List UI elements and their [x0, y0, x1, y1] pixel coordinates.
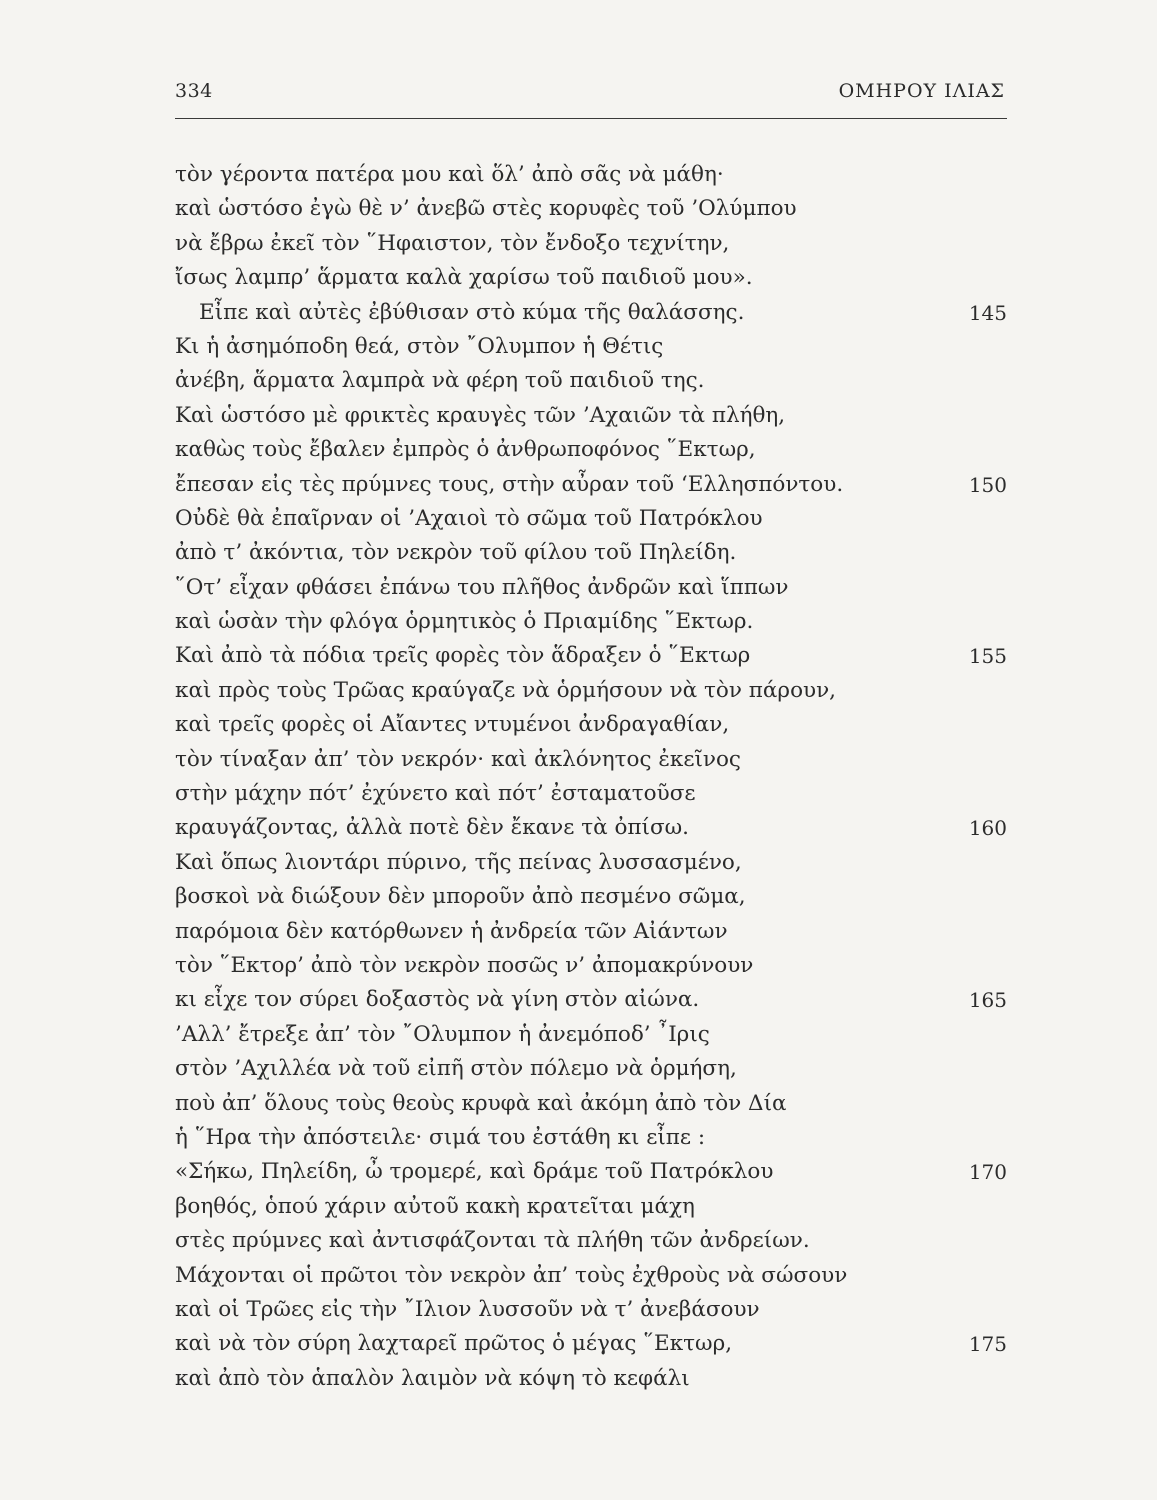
page-number: 334: [175, 80, 213, 102]
verse-text: καὶ ὡστόσο ἐγὼ θὲ ν’ ἀνεβῶ στὲς κορυφὲς τοῦ ’Ολύμπου: [175, 196, 797, 222]
verse-text: βοσκοὶ νὰ διώξουν δὲν μποροῦν ἀπὸ πεσμένο σῶμα,: [175, 884, 746, 910]
verse-line: [175, 846, 1007, 880]
verse-line: [175, 1259, 1007, 1293]
verse-line: [175, 674, 1007, 708]
verse-text: Μάχονται οἱ πρῶτοι τὸν νεκρὸν ἀπ’ τοὺς ἐχθροὺς νὰ σώσουν: [175, 1262, 848, 1288]
verse-line: [175, 296, 1007, 330]
line-number: 150: [968, 472, 1007, 497]
verse-line: [175, 227, 1007, 261]
verse-text: ἀπὸ τ’ ἀκόντια, τὸν νεκρὸν τοῦ φίλου τοῦ Πηλείδη.: [175, 540, 737, 566]
verse-text: κραυγάζοντας, ἀλλὰ ποτὲ δὲν ἔκανε τὰ ὀπίσω.: [175, 815, 690, 841]
verse-text: Καὶ ὅπως λιοντάρι πύρινο, τῆς πείνας λυσσασμένο,: [175, 849, 742, 875]
verse-line: [175, 1293, 1007, 1327]
verse-text: τὸν γέροντα πατέρα μου καὶ ὅλ’ ἀπὸ σᾶς νὰ μάθη·: [175, 162, 724, 187]
verse-text: Οὐδὲ θὰ ἐπαῖρναν οἱ ’Αχαιοὶ τὸ σῶμα τοῦ Πατρόκλου: [175, 505, 763, 531]
line-number: 175: [968, 1332, 1007, 1357]
verse-text: ἔπεσαν εἰς τὲς πρύμνες τους, στὴν αὖραν τοῦ ‘Ελλησπόντου.: [175, 471, 844, 497]
verse-line: [175, 949, 1007, 983]
verse-text: Κι ἡ ἀσημόποδη θεά, στὸν ῎Ολυμπον ἡ Θέτις: [175, 333, 664, 359]
verse-text: ἡ ῞Ηρα τὴν ἀπόστειλε· σιμά του ἐστάθη κι εἶπε :: [175, 1124, 706, 1150]
verse-text: τὸν ῞Εκτορ’ ἀπὸ τὸν νεκρὸν ποσῶς ν’ ἀπομακρύνουν: [175, 952, 754, 978]
verse-text: Καὶ ὡστόσο μὲ φρικτὲς κραυγὲς τῶν ’Αχαιῶν τὰ πλήθη,: [175, 402, 786, 428]
verse-line: [175, 915, 1007, 949]
verse-text: καθὼς τοὺς ἔβαλεν ἐμπρὸς ὁ ἀνθρωποφόνος ῞Εκτωρ,: [175, 437, 756, 463]
verse-text: «Σήκω, Πηλείδη, ὦ τρομερέ, καὶ δράμε τοῦ Πατρόκλου: [175, 1159, 774, 1185]
verse-line: [175, 1052, 1007, 1086]
verse-line: [175, 261, 1007, 295]
verse-line: [175, 1362, 1007, 1396]
verse-line: [175, 1327, 1007, 1361]
verse-line: [175, 708, 1007, 742]
verse-line: [175, 536, 1007, 570]
verse-line: [175, 1155, 1007, 1189]
line-number: 165: [968, 988, 1007, 1013]
running-title: ΟΜΗΡΟΥ ΙΛΙΑΣ: [838, 80, 1005, 102]
verse-line: [175, 605, 1007, 639]
verse-line: [175, 1121, 1007, 1155]
verse-text: καὶ ὡσὰν τὴν φλόγα ὁρμητικὸς ὁ Πριαμίδης ῞Εκτωρ.: [175, 609, 754, 635]
verse-text: καὶ οἱ Τρῶες εἰς τὴν ῎Ιλιον λυσσοῦν νὰ τ’ ἀνεβάσουν: [175, 1296, 760, 1322]
verse-line: [175, 468, 1007, 502]
verse-text: στὲς πρύμνες καὶ ἀντισφάζονται τὰ πλήθη τῶν ἀνδρείων.: [175, 1228, 810, 1254]
verse-text: καὶ ἀπὸ τὸν ἁπαλὸν λαιμὸν νὰ κόψη τὸ κεφάλι: [175, 1365, 690, 1391]
poem-body: [175, 158, 1007, 1396]
verse-line: [175, 1018, 1007, 1052]
verse-text: στὴν μάχην πότ’ ἐχύνετο καὶ πότ’ ἐσταματοῦσε: [175, 781, 696, 807]
verse-line: [175, 777, 1007, 811]
verse-text: κι εἶχε τον σύρει δοξαστὸς νὰ γίνη στὸν αἰώνα.: [175, 987, 700, 1013]
verse-line: [175, 880, 1007, 914]
verse-text: στὸν ’Αχιλλέα νὰ τοῦ εἰπῆ στὸν πόλεμο νὰ ὁρμήση,: [175, 1056, 737, 1082]
verse-line: [175, 192, 1007, 226]
verse-text: ῞Οτ’ εἶχαν φθάσει ἐπάνω του πλῆθος ἀνδρῶν καὶ ἵππων: [175, 574, 789, 600]
verse-text: καὶ πρὸς τοὺς Τρῶας κραύγαζε νὰ ὁρμήσουν νὰ τὸν πάρουν,: [175, 677, 836, 703]
verse-text: καὶ τρεῖς φορὲς οἱ Αἴαντες ντυμένοι ἀνδραγαθίαν,: [175, 712, 730, 738]
verse-text: ἴσως λαμπρ’ ἅρματα καλὰ χαρίσω τοῦ παιδιοῦ μου».: [175, 265, 753, 291]
line-number: 155: [968, 644, 1007, 669]
verse-text: παρόμοια δὲν κατόρθωνεν ἡ ἀνδρεία τῶν Αἰάντων: [175, 918, 728, 944]
verse-line: [175, 983, 1007, 1017]
line-number: 160: [968, 816, 1007, 841]
verse-text: βοηθός, ὁπού χάριν αὐτοῦ κακὴ κρατεῖται μάχη: [175, 1193, 695, 1219]
verse-line: [175, 571, 1007, 605]
verse-text: ’Αλλ’ ἔτρεξε ἀπ’ τὸν ῎Ολυμπον ἡ ἀνεμόποδ’ ῏Ιρις: [175, 1021, 710, 1047]
verse-line: [175, 639, 1007, 673]
verse-text: νὰ ἔβρω ἐκεῖ τὸν ῞Ηφαιστον, τὸν ἔνδοξο τεχνίτην,: [175, 230, 730, 256]
verse-text: ἀνέβη, ἅρματα λαμπρὰ νὰ φέρη τοῦ παιδιοῦ της.: [175, 368, 705, 394]
verse-text: Εἶπε καὶ αὐτὲς ἐβύθισαν στὸ κύμα τῆς θαλάσσης.: [199, 299, 745, 325]
verse-line: [175, 743, 1007, 777]
verse-line: [175, 330, 1007, 364]
verse-text: τὸν τίναξαν ἀπ’ τὸν νεκρόν· καὶ ἀκλόνητος ἐκεῖνος: [175, 746, 741, 772]
verse-line: [175, 1190, 1007, 1224]
verse-line: [175, 364, 1007, 398]
verse-text: καὶ νὰ τὸν σύρη λαχταρεῖ πρῶτος ὁ μέγας ῞Εκτωρ,: [175, 1331, 733, 1357]
verse-line: [175, 158, 1007, 192]
verse-text: ποὺ ἀπ’ ὅλους τοὺς θεοὺς κρυφὰ καὶ ἀκόμη ἀπὸ τὸν Δία: [175, 1090, 787, 1116]
verse-line: [175, 433, 1007, 467]
verse-text: Καὶ ἀπὸ τὰ πόδια τρεῖς φορὲς τὸν ἅδραξεν ὁ ῞Εκτωρ: [175, 643, 751, 669]
line-number: 170: [968, 1160, 1007, 1185]
page-header: [175, 74, 1007, 119]
verse-line: [175, 1224, 1007, 1258]
verse-line: [175, 399, 1007, 433]
verse-line: [175, 811, 1007, 845]
verse-line: [175, 502, 1007, 536]
line-number: 145: [968, 300, 1007, 325]
verse-line: [175, 1087, 1007, 1121]
